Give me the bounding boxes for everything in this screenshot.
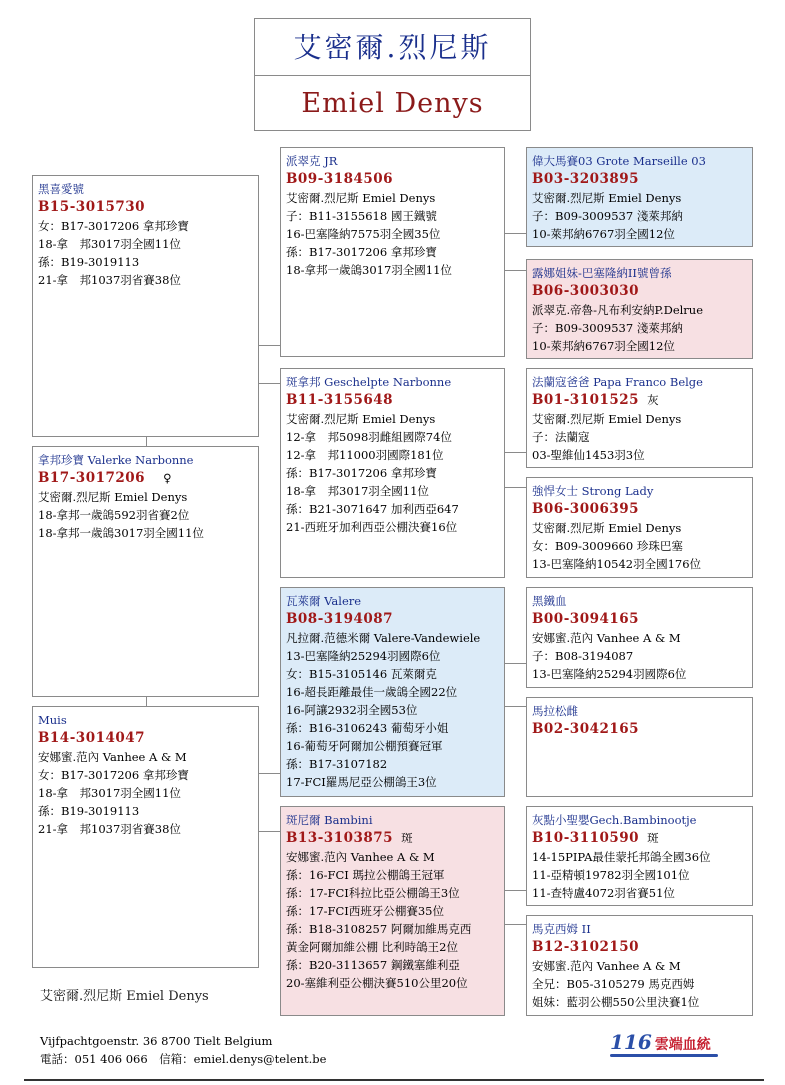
detail-line: 女：B15-3105146 瓦萊爾克 xyxy=(286,667,437,681)
pigeon-name: 黑鐵血 xyxy=(532,594,567,608)
bottom-divider xyxy=(24,1079,764,1081)
pigeon-card-r5 xyxy=(526,587,753,688)
detail-line: 黃金阿爾加維公棚 比利時鴿王2位 xyxy=(286,940,458,954)
pigeon-card-subject xyxy=(32,446,259,697)
connector-p3-r6 xyxy=(505,706,526,707)
detail-line: 10-萊邦納6767羽全國12位 xyxy=(532,339,675,353)
connector-g1-p1 xyxy=(259,345,280,346)
detail-line: 孫：B21-3071647 加利西亞647 xyxy=(286,502,459,516)
pigeon-card-dam-sire xyxy=(280,587,505,797)
logo-number: 116 xyxy=(610,1030,652,1054)
detail-line: 孫：B19-3019113 xyxy=(38,804,140,818)
pigeon-name: 馬拉松雌 xyxy=(532,704,578,718)
detail-line: 女：B17-3017206 拿邦珍寶 xyxy=(38,219,189,233)
detail-line: 子：B11-3155618 國王鐵號 xyxy=(286,209,437,223)
connector-g3-p4 xyxy=(259,831,280,832)
detail-line: 女：B17-3017206 拿邦珍寶 xyxy=(38,768,189,782)
detail-line: 艾密爾.烈尼斯 Emiel Denys xyxy=(286,191,436,205)
pigeon-name: 斑拿邦 Geschelpte Narbonne xyxy=(286,375,452,389)
ring-number xyxy=(532,391,747,410)
detail-line: 18-拿邦一歲鴿3017羽全國11位 xyxy=(286,263,452,277)
ring-number-text: B13-3103875 xyxy=(286,830,394,846)
ring-number xyxy=(38,469,253,488)
detail-line: 安娜蜜.范內 Vanhee A & M xyxy=(532,959,681,973)
detail-line: 17-FCI羅馬尼亞公棚鴿王3位 xyxy=(286,775,437,789)
connector-p2-r4 xyxy=(505,487,526,488)
pigeon-name: Muis xyxy=(38,713,67,727)
detail-line: 11-亞精頓19782羽全國101位 xyxy=(532,868,690,882)
detail-line: 子：B08-3194087 xyxy=(532,649,634,663)
owner-name: 艾密爾.烈尼斯 Emiel Denys xyxy=(40,989,209,1004)
detail-line: 凡拉爾.范德米爾 Valere-Vandewiele xyxy=(286,631,481,645)
detail-line: 女：B09-3009660 珍珠巴塞 xyxy=(532,539,683,553)
logo-text: 雲端血統 xyxy=(654,1037,711,1053)
connector-p3-r5 xyxy=(505,663,526,664)
pigeon-card-r6 xyxy=(526,697,753,797)
pigeon-card-r4 xyxy=(526,477,753,578)
contact-block xyxy=(40,1032,326,1068)
connector-g3-p3 xyxy=(259,773,280,774)
ring-number: B09-3184506 xyxy=(286,171,394,187)
pigeon-name: 黑喜愛號 xyxy=(38,182,84,196)
detail-line: 艾密爾.烈尼斯 Emiel Denys xyxy=(38,490,188,504)
detail-line: 子：法蘭寇 xyxy=(532,430,590,444)
ring-number: B14-3014047 xyxy=(38,730,146,746)
pigeon-name: 瓦萊爾 Valere xyxy=(286,594,362,608)
connector-g1-g2 xyxy=(146,437,147,446)
detail-line: 21-拿 邦1037羽省賽38位 xyxy=(38,822,181,836)
detail-line: 孫：17-FCI科拉比亞公棚鴿王3位 xyxy=(286,886,460,900)
detail-line: 派翠克.帝魯-凡布利安納P.Delrue xyxy=(532,303,704,317)
pigeon-name: 馬克西姆 II xyxy=(532,922,591,936)
detail-line: 10-萊邦納6767羽全國12位 xyxy=(532,227,675,241)
detail-line: 18-拿 邦3017羽全國11位 xyxy=(38,786,181,800)
logo-underline xyxy=(610,1054,718,1057)
pigeon-card-sire-dam xyxy=(280,368,505,578)
connector-p1-r1 xyxy=(505,233,526,234)
detail-line: 孫：B16-3106243 葡萄牙小姐 xyxy=(286,721,449,735)
page-title-english: Emiel Denys xyxy=(301,88,484,119)
ring-number-text: B17-3017206 xyxy=(38,470,146,486)
detail-line: 12-拿 邦5098羽雌組國際74位 xyxy=(286,430,452,444)
detail-line: 03-聖維仙1453羽3位 xyxy=(532,448,645,462)
ring-number: B06-3006395 xyxy=(532,501,640,517)
pigeon-name: 強悍女士 Strong Lady xyxy=(532,484,654,498)
pigeon-name: 法蘭寇爸爸 Papa Franco Belge xyxy=(532,375,703,389)
ring-number-text: B01-3101525 xyxy=(532,392,640,408)
detail-line: 孫：B20-3113657 鋼鐵塞維利亞 xyxy=(286,958,460,972)
ring-number: B12-3102150 xyxy=(532,939,640,955)
connector-p2-r3 xyxy=(505,452,526,453)
detail-line: 孫：B17-3017206 拿邦珍寶 xyxy=(286,245,437,259)
pigeon-card-dam xyxy=(32,706,259,968)
color-code: 灰 xyxy=(647,393,659,407)
detail-line: 安娜蜜.范內 Vanhee A & M xyxy=(532,631,681,645)
pigeon-card-r2 xyxy=(526,259,753,359)
detail-line: 13-巴塞隆納25294羽國際6位 xyxy=(532,667,687,681)
page-title-chinese: 艾密爾.烈尼斯 xyxy=(293,31,492,64)
connector-p1-r2 xyxy=(505,270,526,271)
pigeon-card-sire xyxy=(32,175,259,437)
ring-number xyxy=(532,829,747,848)
pigeon-card-r8 xyxy=(526,915,753,1016)
address: Vijfpachtgoenstr. 36 8700 Tielt Belgium xyxy=(40,1034,273,1048)
detail-line: 21-西班牙加利西亞公棚決賽16位 xyxy=(286,520,458,534)
detail-line: 艾密爾.烈尼斯 Emiel Denys xyxy=(532,412,682,426)
detail-line: 孫：17-FCI西班牙公棚賽35位 xyxy=(286,904,444,918)
color-code: 斑 xyxy=(401,831,413,845)
detail-line: 13-巴塞隆納25294羽國際6位 xyxy=(286,649,441,663)
ring-number: B06-3003030 xyxy=(532,283,640,299)
detail-line: 11-查特盧4072羽省賽51位 xyxy=(532,886,675,900)
detail-line: 孫：16-FCI 瑪拉公棚鴿王冠軍 xyxy=(286,868,445,882)
detail-line: 20-塞維利亞公棚決賽510公里20位 xyxy=(286,976,468,990)
detail-line: 18-拿 邦3017羽全國11位 xyxy=(286,484,429,498)
pigeon-card-r7 xyxy=(526,806,753,906)
pigeon-name: 拿邦珍寶 Valerke Narbonne xyxy=(38,453,194,467)
pigeon-card-sire-sire xyxy=(280,147,505,357)
pigeon-name: 露娜姐妹-巴塞隆納II號曾孫 xyxy=(532,266,672,280)
detail-line: 21-拿 邦1037羽省賽38位 xyxy=(38,273,181,287)
ring-number: B02-3042165 xyxy=(532,721,640,737)
detail-line: 14-15PIPA最佳蒙托邦鴿全國36位 xyxy=(532,850,711,864)
color-code: 斑 xyxy=(647,831,659,845)
brand-logo xyxy=(610,1030,730,1058)
detail-line: 18-拿 邦3017羽全國11位 xyxy=(38,237,181,251)
detail-line: 子：B09-3009537 淺萊邦納 xyxy=(532,209,683,223)
detail-line: 16-阿讓2932羽全國53位 xyxy=(286,703,418,717)
ring-number: B15-3015730 xyxy=(38,199,146,215)
detail-line: 16-巴塞隆納7575羽全國35位 xyxy=(286,227,441,241)
detail-line: 13-巴塞隆納10542羽全國176位 xyxy=(532,557,702,571)
detail-line: 18-拿邦一歲鴿592羽省賽2位 xyxy=(38,508,190,522)
title-box xyxy=(254,18,531,131)
sex-icon: ♀ xyxy=(163,471,172,485)
detail-line: 孫：B17-3107182 xyxy=(286,757,388,771)
pigeon-name: 偉大馬賽03 Grote Marseille 03 xyxy=(532,154,706,168)
pigeon-name: 派翠克 JR xyxy=(286,154,338,168)
detail-line: 孫：B19-3019113 xyxy=(38,255,140,269)
ring-number: B11-3155648 xyxy=(286,392,394,408)
connector-p4-r8 xyxy=(505,924,526,925)
pigeon-card-r3 xyxy=(526,368,753,468)
contact-info: 電話：051 406 066 信箱：emiel.denys@telent.be xyxy=(40,1052,327,1066)
detail-line: 艾密爾.烈尼斯 Emiel Denys xyxy=(532,521,682,535)
detail-line: 全兄：B05-3105279 馬克西姆 xyxy=(532,977,695,991)
pigeon-card-r1 xyxy=(526,147,753,247)
pigeon-name: 灰點小聖嬰Gech.Bambinootje xyxy=(532,813,697,827)
detail-line: 子：B09-3009537 淺萊邦納 xyxy=(532,321,683,335)
detail-line: 安娜蜜.范內 Vanhee A & M xyxy=(38,750,187,764)
detail-line: 孫：B17-3017206 拿邦珍寶 xyxy=(286,466,437,480)
detail-line: 艾密爾.烈尼斯 Emiel Denys xyxy=(286,412,436,426)
detail-line: 姐妹：藍羽公棚550公里決賽1位 xyxy=(532,995,700,1009)
detail-line: 16-葡萄牙阿爾加公棚預賽冠軍 xyxy=(286,739,443,753)
ring-number: B00-3094165 xyxy=(532,611,640,627)
connector-p4-r7 xyxy=(505,890,526,891)
ring-number: B03-3203895 xyxy=(532,171,640,187)
detail-line: 艾密爾.烈尼斯 Emiel Denys xyxy=(532,191,682,205)
detail-line: 12-拿 邦11000羽國際181位 xyxy=(286,448,444,462)
pigeon-card-dam-dam xyxy=(280,806,505,1016)
ring-number-text: B10-3110590 xyxy=(532,830,640,846)
detail-line: 16-超長距離最佳一歲鴿全國22位 xyxy=(286,685,458,699)
detail-line: 18-拿邦一歲鴿3017羽全國11位 xyxy=(38,526,204,540)
ring-number: B08-3194087 xyxy=(286,611,394,627)
detail-line: 孫：B18-3108257 阿爾加維馬克西 xyxy=(286,922,472,936)
connector-g1-p2 xyxy=(259,383,280,384)
ring-number xyxy=(286,829,499,848)
pigeon-name: 斑尼爾 Bambini xyxy=(286,813,373,827)
detail-line: 安娜蜜.范內 Vanhee A & M xyxy=(286,850,435,864)
connector-g2-g3 xyxy=(146,697,147,706)
